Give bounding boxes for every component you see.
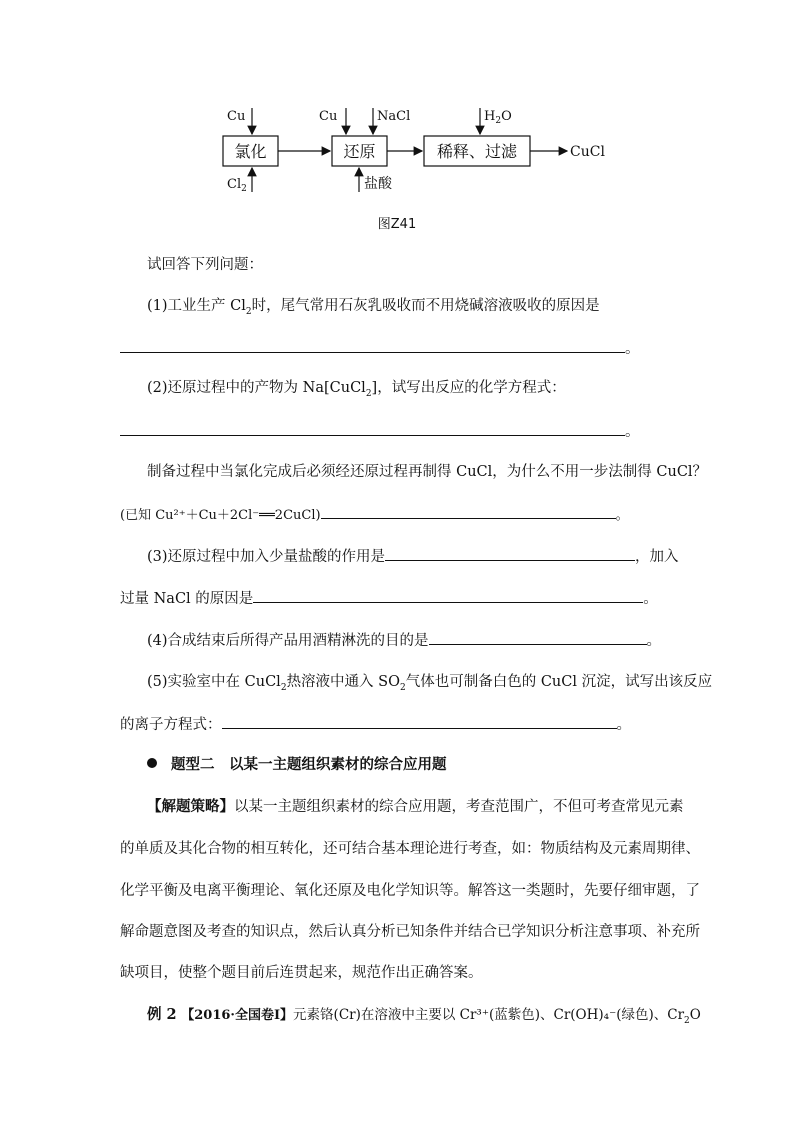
question-5: (5)实验室中在 CuCl$_2$热溶液中通入 $SO_2$气体也可制备白色的 CuCl 沉淀，试写出该反应	[147, 674, 713, 693]
example-2: 例 2 【2016·全国卷Ⅰ】元素铬(Cr)在溶液中主要以 Cr³⁺(蓝紫色)、Cr(OH)₄⁻(绿色)、$Cr_2O$	[147, 1006, 701, 1026]
bullet-icon	[147, 758, 157, 768]
strategy-line-3: 化学平衡及电离平衡理论、氧化还原及电化学知识等。解答这一类题时，先要仔细审题，了	[120, 883, 700, 899]
input-hcl: 盐酸	[364, 176, 392, 192]
intro-line: 试回答下列问题：	[147, 257, 263, 273]
question-2: (2)还原过程中的产物为 Na[CuCl$_2$]，试写出反应的化学方程式：	[147, 380, 566, 399]
question-2-known: (已知 Cu²⁺＋Cu＋2Cl⁻══2CuCl) 。	[120, 504, 629, 526]
box-label-reduction: 还原	[343, 142, 376, 161]
input-cu-2: Cu	[319, 109, 338, 124]
strategy-line-4: 解命题意图及考查的知识点，然后认真分析已知条件并结合已学知识分析注意事项、补充所	[120, 924, 700, 940]
strategy-line-5: 缺项目，使整个题目前后连贯起来，规范作出正确答案。	[120, 965, 483, 981]
question-5-cont: 的离子方程式： 。	[120, 714, 631, 735]
input-cu-1: Cu	[227, 109, 246, 124]
input-h2o: $H_2O$	[484, 109, 512, 126]
box-label-dilute-filter: 稀释、过滤	[436, 142, 518, 161]
question-4: (4)合成结束后所得产品用酒精淋洗的目的是 。	[147, 630, 661, 651]
output-label: CuCl	[570, 144, 605, 160]
figure-caption: 图Z41	[377, 217, 417, 232]
process-flow-diagram	[215, 104, 615, 196]
input-nacl: NaCl	[377, 109, 411, 124]
question-3-cont: 过量 NaCl 的原因是 。	[120, 588, 658, 609]
answer-line-2: 。	[120, 421, 640, 442]
strategy-line-1: 【解题策略】以某一主题组织素材的综合应用题，考查范围广，不但可考查常见元素	[147, 798, 684, 815]
answer-line-1: 。	[120, 338, 640, 359]
strategy-line-2: 的单质及其化合物的相互转化，还可结合基本理论进行考查，如：物质结构及元素周期律、	[120, 841, 700, 857]
question-2-follow: 制备过程中当氯化完成后必须经还原过程再制得 CuCl，为什么不用一步法制得 CuCl？	[147, 464, 708, 480]
box-label-chlorination: 氯化	[234, 142, 267, 161]
question-3: (3)还原过程中加入少量盐酸的作用是 ，加入	[147, 546, 679, 567]
section-title: 题型二 以某一主题组织素材的综合应用题	[147, 755, 447, 775]
input-cl2: $Cl_2$	[227, 177, 247, 194]
question-1: (1)工业生产 $Cl_2$时，尾气常用石灰乳吸收而不用烧碱溶液吸收的原因是	[147, 298, 600, 317]
